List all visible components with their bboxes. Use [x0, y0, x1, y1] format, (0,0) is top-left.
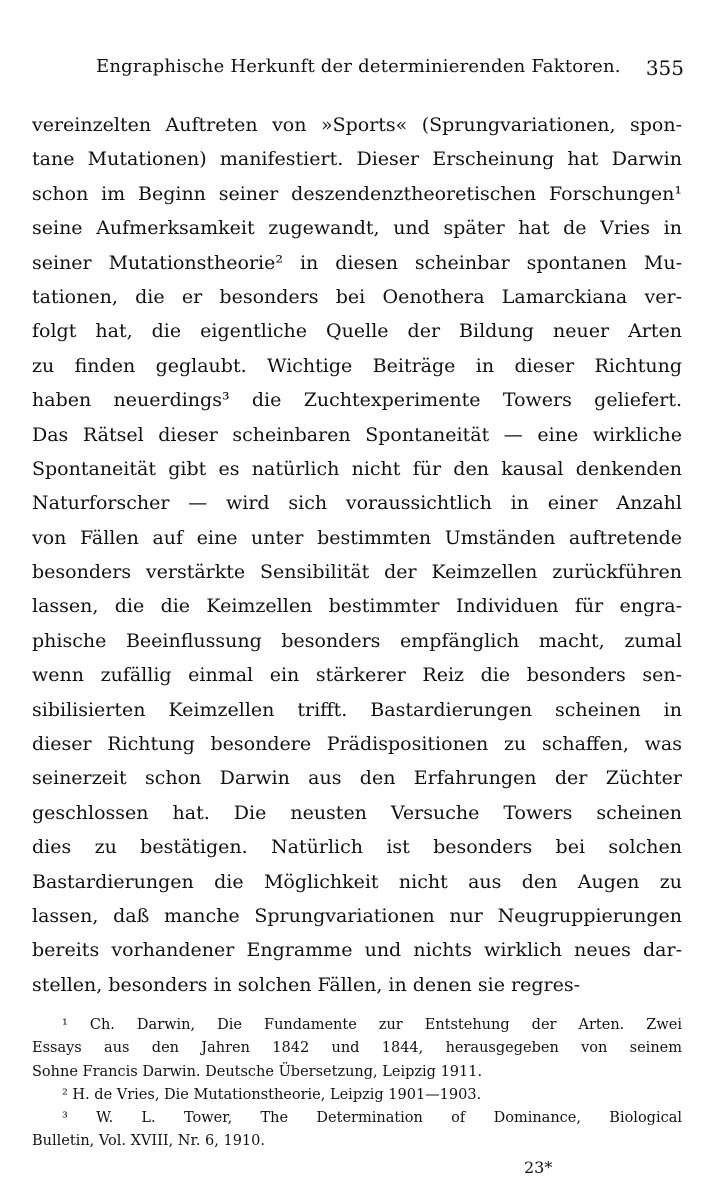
text-line: seinerzeit schon Darwin aus den Erfahrungen der Züchter	[32, 767, 682, 790]
footnote-1-line-2: Essays aus den Jahren 1842 und 1844, herausgegeben von seinem	[32, 1040, 682, 1057]
text-line: tane Mutationen) manifestiert. Dieser Erscheinung hat Darwin	[32, 148, 682, 171]
text-line: seine Aufmerksamkeit zugewandt, und später hat de Vries in	[32, 217, 682, 240]
text-line: Naturforscher — wird sich voraussichtlich in einer Anzahl	[32, 492, 682, 515]
text-line: lassen, daß manche Sprungvariationen nur Neugruppierungen	[32, 904, 682, 927]
text-line: wenn zufällig einmal ein stärkerer Reiz die besonders sen-	[32, 664, 682, 687]
text-line: Spontaneität gibt es natürlich nicht für den kausal denkenden	[32, 457, 682, 480]
text-line: seiner Mutationstheorie² in diesen scheinbar spontanen Mu-	[32, 251, 682, 274]
text-line: Bastardierungen die Möglichkeit nicht aus den Augen zu	[32, 870, 682, 893]
text-line: lassen, die die Keimzellen bestimmter Individuen für engra-	[32, 595, 682, 618]
text-line: folgt hat, die eigentliche Quelle der Bildung neuer Arten	[32, 320, 682, 343]
page-number: 355	[645, 56, 684, 80]
text-line: tationen, die er besonders bei Oenothera Lamarckiana ver-	[32, 285, 682, 308]
text-line: Das Rätsel dieser scheinbaren Spontaneität — eine wirkliche	[32, 423, 682, 446]
text-line: sibilisierten Keimzellen trifft. Bastardierungen scheinen in	[32, 698, 682, 721]
text-line: zu finden geglaubt. Wichtige Beiträge in dieser Richtung	[32, 354, 682, 377]
text-line: geschlossen hat. Die neusten Versuche Towers scheinen	[32, 801, 682, 824]
footnote-2-line-1: ² H. de Vries, Die Mutationstheorie, Leipzig 1901—1903.	[62, 1086, 482, 1103]
text-line: dies zu bestätigen. Natürlich ist besonders bei solchen	[32, 836, 682, 859]
text-line: phische Beeinflussung besonders empfänglich macht, zumal	[32, 629, 682, 652]
text-line: besonders verstärkte Sensibilität der Keimzellen zurückführen	[32, 561, 682, 584]
footnote-3-line-1: ³ W. L. Tower, The Determination of Dominance, Biological	[62, 1110, 682, 1127]
text-line: dieser Richtung besondere Prädispositionen zu schaffen, was	[32, 733, 682, 756]
text-line: vereinzelten Auftreten von »Sports« (Sprungvariationen, spon-	[32, 114, 682, 136]
footnotes	[32, 1014, 682, 1154]
running-title: Engraphische Herkunft der determinierenden Faktoren.	[96, 56, 621, 77]
text-line: stellen, besonders in solchen Fällen, in denen sie regres-	[32, 973, 581, 996]
text-line: haben neuerdings³ die Zuchtexperimente Towers geliefert.	[32, 389, 682, 412]
body-text	[32, 108, 682, 1002]
footnote-3-line-2: Bulletin, Vol. XVIII, Nr. 6, 1910.	[32, 1133, 265, 1150]
text-line: schon im Beginn seiner deszendenztheoretischen Forschungen¹	[32, 182, 682, 205]
text-line: von Fällen auf eine unter bestimmten Umständen auftretende	[32, 526, 682, 549]
running-header	[96, 56, 684, 86]
signature-mark: 23*	[524, 1158, 553, 1177]
text-line: bereits vorhandener Engramme und nichts wirklich neues dar-	[32, 939, 682, 962]
footnote-1-line-1: ¹ Ch. Darwin, Die Fundamente zur Entstehung der Arten. Zwei	[62, 1017, 682, 1033]
footnote-1-line-3: Sohne Francis Darwin. Deutsche Übersetzung, Leipzig 1911.	[32, 1063, 483, 1080]
